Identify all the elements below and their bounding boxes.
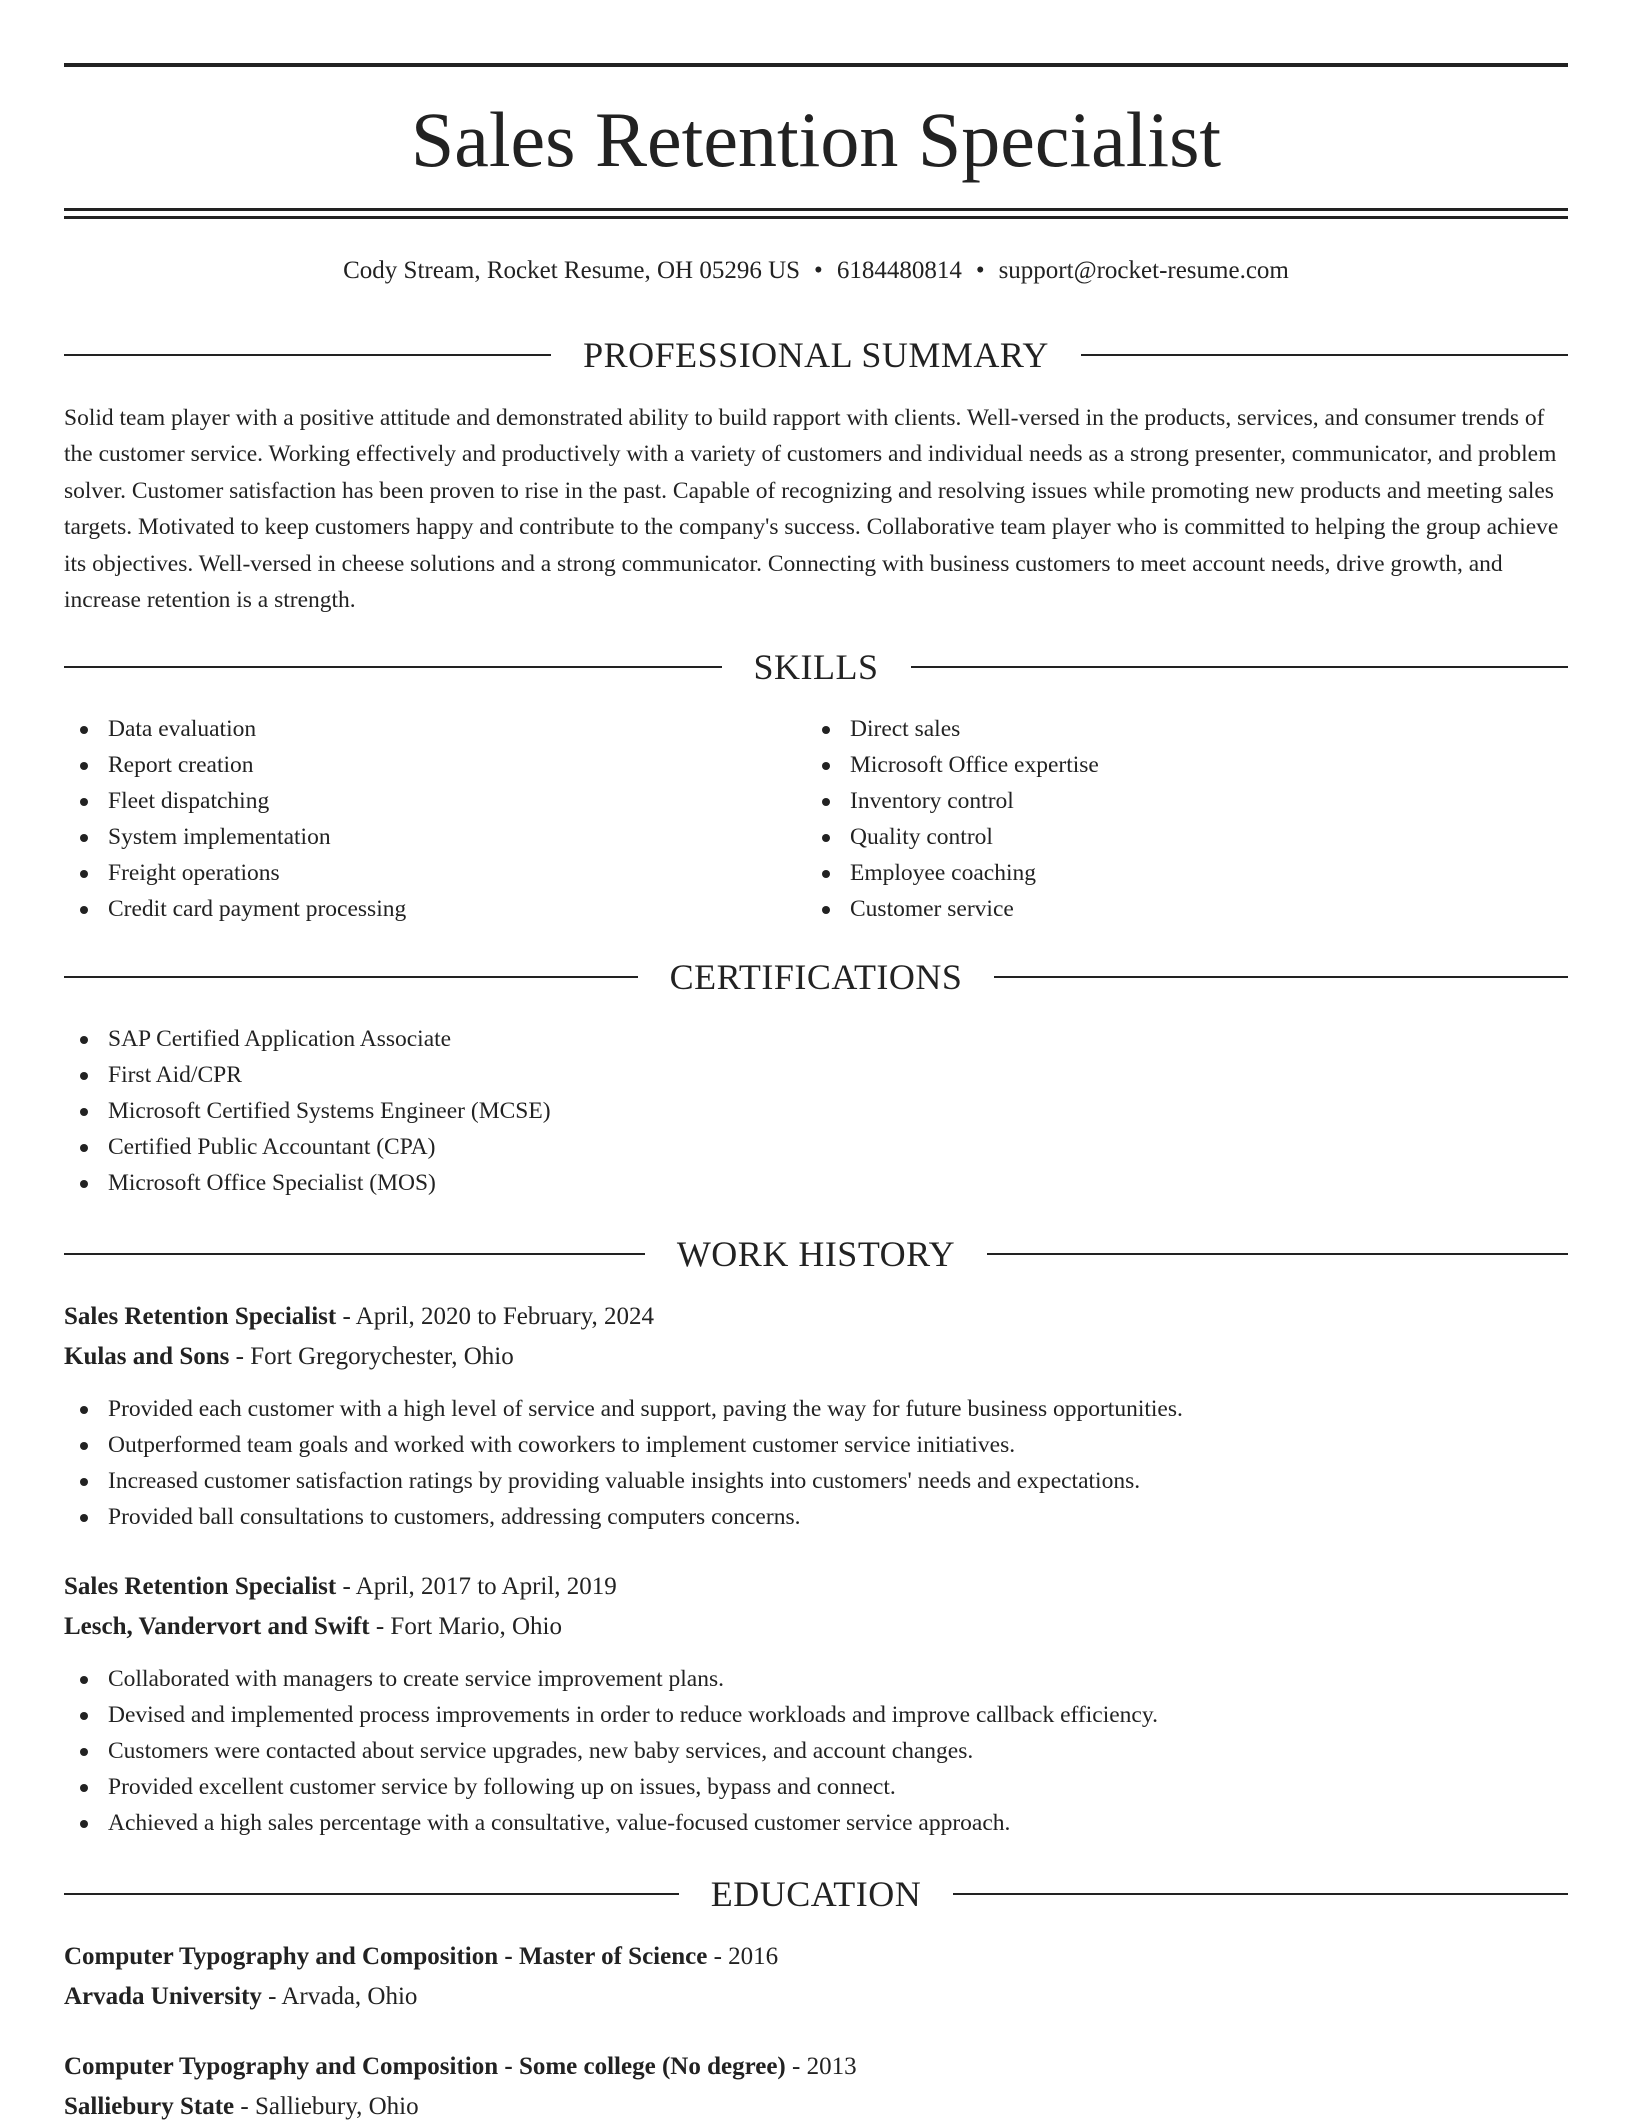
job-title-line: Sales Retention Specialist - April, 2017 to April, 2019 [64, 1573, 617, 1600]
skill-item: Customer service [806, 891, 1506, 927]
section-rule [64, 976, 638, 978]
job-bullet: Outperformed team goals and worked with coworkers to implement customer service initiatives. [64, 1427, 1568, 1463]
education-school-line: Salliebury State - Salliebury, Ohio [64, 2093, 419, 2120]
education-degree: Computer Typography and Composition - Some college (No degree) [64, 2053, 786, 2080]
skill-item: Direct sales [806, 711, 1506, 747]
skills-list-left [64, 711, 764, 927]
education-degree-line: Computer Typography and Composition - Some college (No degree) - 2013 [64, 2053, 857, 2080]
skill-item: Fleet dispatching [64, 783, 764, 819]
job-company-line: Lesch, Vandervort and Swift - Fort Mario, Ohio [64, 1613, 562, 1640]
section-title: CERTIFICATIONS [669, 957, 963, 997]
section-rule [994, 976, 1568, 978]
certification-item: First Aid/CPR [64, 1057, 1568, 1093]
contact-phone[interactable]: 6184480814 [836, 257, 962, 284]
job-bullet: Provided ball consultations to customers, addressing computers concerns. [64, 1499, 1568, 1535]
job-dates: April, 2020 to February, 2024 [355, 1303, 655, 1330]
resume-title: Sales Retention Specialist [410, 96, 1222, 183]
section-rule [64, 354, 551, 356]
section-title: WORK HISTORY [676, 1234, 956, 1274]
job-bullets [64, 1391, 1568, 1535]
section-heading-work-history [64, 1232, 1568, 1276]
section-heading-summary [64, 333, 1568, 377]
section-title: SKILLS [753, 647, 879, 687]
education-school-line: Arvada University - Arvada, Ohio [64, 1983, 418, 2010]
section-rule [64, 666, 722, 668]
section-heading-skills [64, 645, 1568, 689]
top-rule [64, 63, 1568, 67]
job-bullet: Provided each customer with a high level of service and support, paving the way for future business opportunities. [64, 1391, 1568, 1427]
skills-list-right [806, 711, 1506, 927]
certification-item: Microsoft Certified Systems Engineer (MCSE) [64, 1093, 1568, 1129]
summary-text: Solid team player with a positive attitude and demonstrated ability to build rapport with clients. Well-versed in the products, services, and consumer trends of the customer service. Working effectively and productively with a variety of customers and individual needs as a strong presenter, communicator, and problem solver. Customer satisfaction has been proven to rise in the past. Capable of recognizing and resolving issues while promoting new products and meeting sales targets. Motivated to keep customers happy and contribute to the company's success. Collaborative team player who is committed to helping the group achieve its objectives. Well-versed in cheese solutions and a strong communicator. Connecting with business customers to meet account needs, drive growth, and increase retention is a strength. [64, 405, 1559, 614]
job-title-line: Sales Retention Specialist - April, 2020 to February, 2024 [64, 1303, 655, 1330]
job-company-line: Kulas and Sons - Fort Gregorychester, Ohio [64, 1343, 514, 1370]
contact-line [64, 254, 1568, 288]
job-dates: April, 2017 to April, 2019 [355, 1573, 617, 1600]
education-location: Arvada, Ohio [281, 1983, 418, 2010]
certification-item: SAP Certified Application Associate [64, 1021, 1568, 1057]
skill-item: System implementation [64, 819, 764, 855]
skill-item: Data evaluation [64, 711, 764, 747]
education-school: Salliebury State [64, 2093, 235, 2120]
skill-item: Inventory control [806, 783, 1506, 819]
section-rule [953, 1893, 1568, 1895]
job-bullet: Devised and implemented process improvements in order to reduce workloads and improve callback efficiency. [64, 1697, 1568, 1733]
section-rule [987, 1253, 1568, 1255]
job-company: Kulas and Sons [64, 1343, 230, 1370]
education-degree-line: Computer Typography and Composition - Master of Science - 2016 [64, 1943, 779, 1970]
section-title: PROFESSIONAL SUMMARY [583, 335, 1049, 375]
contact-separator: • [975, 257, 985, 284]
job-title: Sales Retention Specialist [64, 1303, 337, 1330]
job-company: Lesch, Vandervort and Swift [64, 1613, 370, 1640]
section-heading-education [64, 1872, 1568, 1916]
job-bullet: Customers were contacted about service upgrades, new baby services, and account changes. [64, 1733, 1568, 1769]
contact-email[interactable]: support@rocket-resume.com [998, 257, 1289, 284]
skill-item: Freight operations [64, 855, 764, 891]
skill-item: Quality control [806, 819, 1506, 855]
certification-item: Microsoft Office Specialist (MOS) [64, 1165, 1568, 1201]
skill-item: Report creation [64, 747, 764, 783]
job-bullet: Increased customer satisfaction ratings by providing valuable insights into customers' needs and expectations. [64, 1463, 1568, 1499]
section-rule [64, 1253, 645, 1255]
education-degree: Computer Typography and Composition - Master of Science [64, 1943, 708, 1970]
skill-item: Microsoft Office expertise [806, 747, 1506, 783]
job-location: Fort Gregorychester, Ohio [250, 1343, 514, 1370]
skill-item: Credit card payment processing [64, 891, 764, 927]
section-title: EDUCATION [710, 1874, 922, 1914]
job-bullet: Collaborated with managers to create service improvement plans. [64, 1661, 1568, 1697]
section-heading-certifications [64, 955, 1568, 999]
skill-item: Employee coaching [806, 855, 1506, 891]
job-bullet: Achieved a high sales percentage with a consultative, value-focused customer service approach. [64, 1805, 1568, 1841]
contact-separator: • [814, 257, 823, 284]
certifications-list [64, 1021, 1568, 1201]
education-location: Salliebury, Ohio [254, 2093, 419, 2120]
section-rule [1081, 354, 1568, 356]
section-rule [911, 666, 1569, 668]
job-bullet: Provided excellent customer service by following up on issues, bypass and connect. [64, 1769, 1568, 1805]
education-year: 2016 [728, 1943, 779, 1970]
contact-address: Cody Stream, Rocket Resume, OH 05296 US [343, 257, 801, 284]
job-title: Sales Retention Specialist [64, 1573, 337, 1600]
certification-item: Certified Public Accountant (CPA) [64, 1129, 1568, 1165]
title-rule-upper [64, 208, 1568, 211]
job-location: Fort Mario, Ohio [390, 1613, 562, 1640]
job-bullets [64, 1661, 1568, 1841]
education-year: 2013 [806, 2053, 857, 2080]
section-rule [64, 1893, 679, 1895]
education-school: Arvada University [64, 1983, 262, 2010]
title-rule-lower [64, 216, 1568, 219]
